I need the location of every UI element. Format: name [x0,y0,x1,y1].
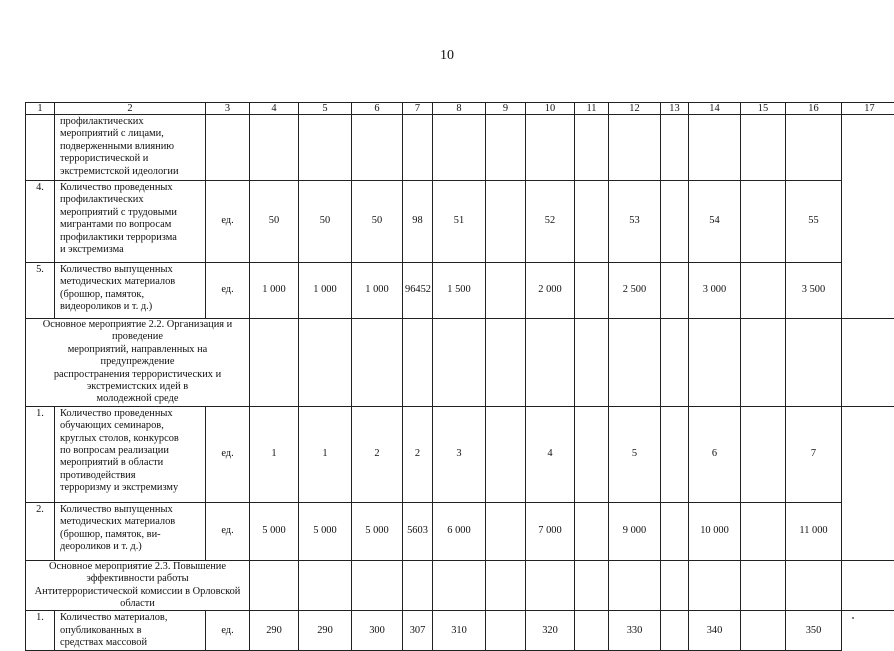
empty-cell [689,560,741,611]
value-cell [575,115,609,181]
value-cell [575,502,609,560]
row-index: 1. [26,406,55,502]
unit-cell: ед. [206,181,250,263]
indicator-name: Количество проведенных профилактических мероприятий с трудовыми мигрантами по вопросам профилактики терроризма и экстремизма [55,181,206,263]
indicator-name: профилактических мероприятий с лицами, подверженными влиянию террористической и экстремистской идеологии [55,115,206,181]
value-cell: 350 [786,611,842,651]
value-cell [741,502,786,560]
value-cell [486,611,526,651]
header-cell: 14 [689,103,741,115]
header-cell: 16 [786,103,842,115]
value-cell: 5 000 [250,502,299,560]
value-cell [741,406,786,502]
value-cell [741,263,786,319]
value-cell [299,115,352,181]
value-cell: 9 000 [609,502,661,560]
value-cell: 4 [526,406,575,502]
value-cell: 50 [352,181,403,263]
value-cell [786,115,842,181]
empty-cell [786,319,842,407]
empty-cell [842,319,894,407]
page-number: 10 [0,48,894,64]
value-cell [661,406,689,502]
empty-cell [299,319,352,407]
value-cell: 98 [403,181,433,263]
value-cell [575,611,609,651]
indicator-name: Количество выпущенных методических материалов (брошюр, памяток, видеороликов и т. д.) [55,263,206,319]
empty-cell [741,560,786,611]
value-cell [689,115,741,181]
scan-speck [852,617,854,619]
empty-cell [741,319,786,407]
empty-cell [842,560,894,611]
value-cell [661,181,689,263]
value-cell [352,115,403,181]
empty-cell [526,319,575,407]
empty-cell [250,319,299,407]
table-row [26,611,894,651]
header-cell: 5 [299,103,352,115]
value-cell: 320 [526,611,575,651]
empty-cell [526,560,575,611]
table-row [26,181,894,263]
value-cell [741,181,786,263]
value-cell: 54 [689,181,741,263]
value-cell: 53 [609,181,661,263]
value-cell [661,611,689,651]
section-title: Основное мероприятие 2.3. Повышение эффективности работы Антитеррористической комиссии в Орловской области [26,560,250,611]
value-cell: 10 000 [689,502,741,560]
value-cell: 340 [689,611,741,651]
empty-cell [250,560,299,611]
value-cell [661,502,689,560]
value-cell [741,611,786,651]
value-cell [433,115,486,181]
value-cell: 7 [786,406,842,502]
unit-cell: ед. [206,611,250,651]
empty-cell [352,319,403,407]
value-cell: 290 [250,611,299,651]
value-cell: 307 [403,611,433,651]
value-cell: 2 500 [609,263,661,319]
header-cell: 1 [26,103,55,115]
value-cell [575,406,609,502]
header-cell: 6 [352,103,403,115]
value-cell: 5 000 [299,502,352,560]
indicator-name: Количество проведенных обучающих семинаров, круглых столов, конкурсов по вопросам реализации мероприятий в области противодействия терроризму и экстремизму [55,406,206,502]
table-row [26,406,894,502]
indicator-name: Количество выпущенных методических материалов (брошюр, памяток, ви- деороликов и т. д.) [55,502,206,560]
header-cell: 15 [741,103,786,115]
table-row [26,502,894,560]
value-cell: 330 [609,611,661,651]
empty-cell [486,560,526,611]
header-cell: 4 [250,103,299,115]
empty-cell [403,560,433,611]
header-cell: 9 [486,103,526,115]
header-cell: 11 [575,103,609,115]
value-cell [575,263,609,319]
empty-cell [352,560,403,611]
empty-cell [486,319,526,407]
value-cell: 6 [689,406,741,502]
empty-cell [575,560,609,611]
unit-cell [206,115,250,181]
value-cell: 50 [250,181,299,263]
value-cell: 310 [433,611,486,651]
header-cell: 7 [403,103,433,115]
empty-cell [661,319,689,407]
row-index: 4. [26,181,55,263]
empty-cell [609,319,661,407]
row-index: 2. [26,502,55,560]
table-body [26,103,894,651]
empty-cell [661,560,689,611]
value-cell: 2 000 [526,263,575,319]
indicator-name: Количество материалов, опубликованных в средствах массовой [55,611,206,651]
empty-cell [786,560,842,611]
header-cell: 2 [55,103,206,115]
value-cell [486,181,526,263]
unit-cell: ед. [206,263,250,319]
indicators-table [25,102,894,651]
value-cell: 96452 [403,263,433,319]
header-cell: 12 [609,103,661,115]
unit-cell: ед. [206,502,250,560]
row-index: 5. [26,263,55,319]
header-row [26,103,894,115]
value-cell [575,181,609,263]
section-row [26,319,894,407]
empty-cell [433,560,486,611]
empty-cell [575,319,609,407]
empty-cell [609,560,661,611]
value-cell: 5603 [403,502,433,560]
value-cell: 52 [526,181,575,263]
value-cell: 1 000 [299,263,352,319]
value-cell [486,406,526,502]
value-cell: 6 000 [433,502,486,560]
value-cell: 11 000 [786,502,842,560]
row-index: 1. [26,611,55,651]
value-cell [526,115,575,181]
value-cell: 290 [299,611,352,651]
value-cell: 1 500 [433,263,486,319]
value-cell: 2 [403,406,433,502]
unit-cell: ед. [206,406,250,502]
value-cell: 3 000 [689,263,741,319]
value-cell: 1 000 [352,263,403,319]
empty-cell [689,319,741,407]
table-row [26,263,894,319]
value-cell: 2 [352,406,403,502]
value-cell: 3 [433,406,486,502]
header-cell: 17 [842,103,894,115]
value-cell [661,263,689,319]
empty-cell [403,319,433,407]
value-cell [486,263,526,319]
value-cell: 7 000 [526,502,575,560]
value-cell [609,115,661,181]
header-cell: 13 [661,103,689,115]
value-cell [486,115,526,181]
header-cell: 8 [433,103,486,115]
value-cell: 5 000 [352,502,403,560]
value-cell [741,115,786,181]
row-index [26,115,55,181]
value-cell: 1 [250,406,299,502]
empty-cell [299,560,352,611]
value-cell [403,115,433,181]
value-cell: 1 000 [250,263,299,319]
value-cell: 50 [299,181,352,263]
value-cell: 3 500 [786,263,842,319]
empty-cell [433,319,486,407]
value-cell [250,115,299,181]
value-cell: 1 [299,406,352,502]
value-cell: 51 [433,181,486,263]
header-cell: 10 [526,103,575,115]
value-cell: 55 [786,181,842,263]
value-cell [661,115,689,181]
header-cell: 3 [206,103,250,115]
value-cell: 300 [352,611,403,651]
table-row [26,115,894,181]
value-cell [486,502,526,560]
value-cell: 5 [609,406,661,502]
section-title: Основное мероприятие 2.2. Организация и проведение мероприятий, направленных на предупреждение распространения террористических и экстремистских идей в молодежной среде [26,319,250,407]
section-row [26,560,894,611]
